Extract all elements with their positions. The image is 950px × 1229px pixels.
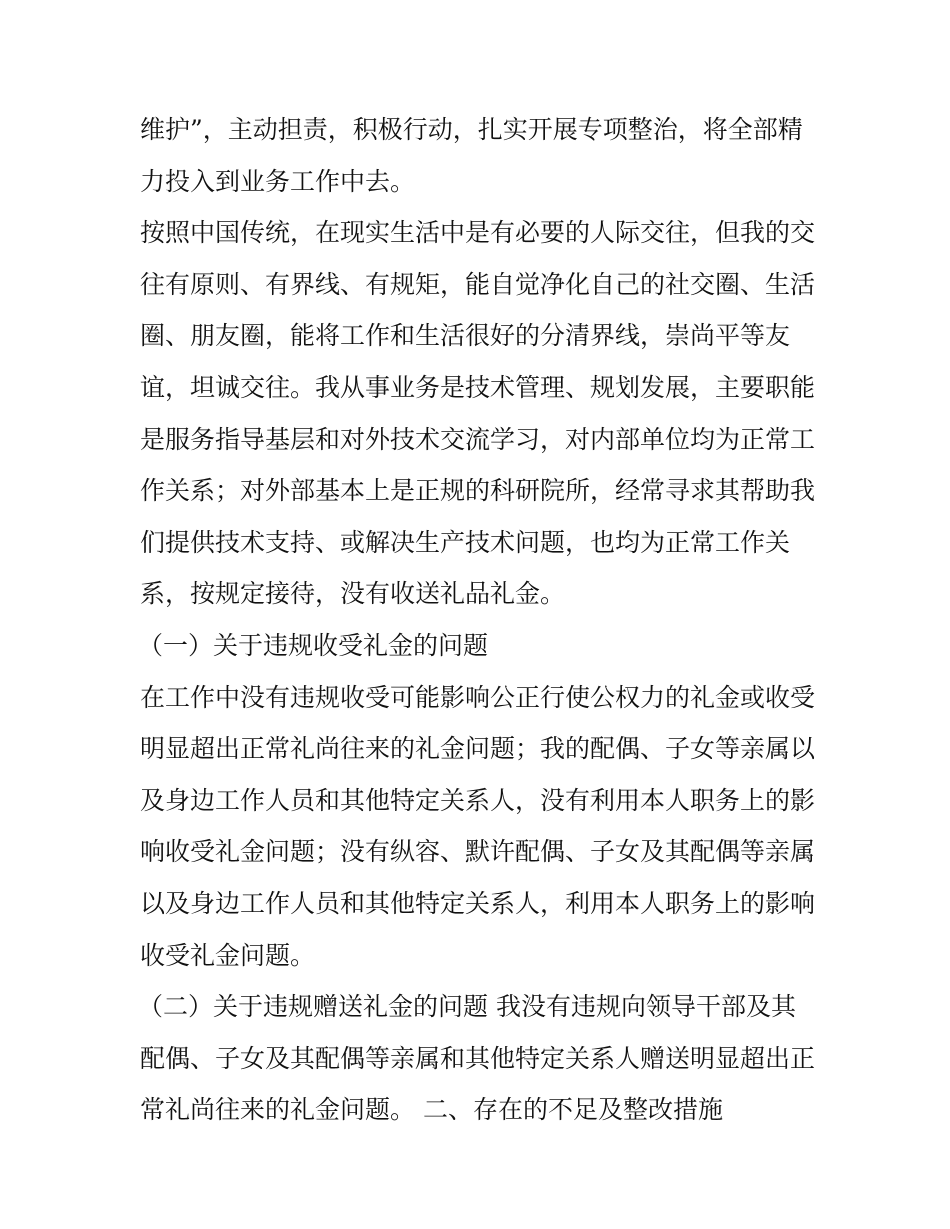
text-line: 谊，坦诚交往。我从事业务是技术管理、规划发展，主要职能 [140, 372, 816, 402]
text-line: 是服务指导基层和对外技术交流学习，对内部单位均为正常工 [140, 424, 816, 454]
text-line: 响收受礼金问题；没有纵容、默许配偶、子女及其配偶等亲属 [140, 837, 816, 867]
text-line: 力投入到业务工作中去。 [140, 166, 416, 196]
text-line: 往有原则、有界线、有规矩，能自觉净化自己的社交圈、生活 [140, 269, 816, 299]
text-line: 圈、朋友圈，能将工作和生活很好的分清界线，崇尚平等友 [140, 321, 791, 351]
text-line: 收受礼金问题。 [140, 940, 316, 970]
text-line: 作关系；对外部基本上是正规的科研院所，经常寻求其帮助我 [140, 476, 816, 506]
text-line: 们提供技术支持、或解决生产技术问题，也均为正常工作关 [140, 527, 791, 557]
section-heading: （一）关于违规收受礼金的问题 [138, 630, 489, 660]
text-line: 配偶、子女及其配偶等亲属和其他特定关系人赠送明显超出正 [140, 1043, 816, 1073]
text-line: 在工作中没有违规收受可能影响公正行使公权力的礼金或收受 [140, 682, 816, 712]
text-line: 系，按规定接待，没有收送礼品礼金。 [140, 579, 566, 609]
text-line: 明显超出正常礼尚往来的礼金问题；我的配偶、子女等亲属以 [140, 734, 816, 764]
text-line: 常礼尚往来的礼金问题。 二、存在的不足及整改措施 [140, 1095, 723, 1125]
text-line: 维护”，主动担责，积极行动，扎实开展专项整治，将全部精 [140, 115, 803, 144]
text-line: 以及身边工作人员和其他特定关系人，利用本人职务上的影响 [140, 888, 816, 918]
text-line: 按照中国传统，在现实生活中是有必要的人际交往，但我的交 [140, 218, 816, 248]
document-body [140, 104, 820, 1136]
text-line: 及身边工作人员和其他特定关系人，没有利用本人职务上的影 [140, 785, 816, 815]
section-heading: （二）关于违规赠送礼金的问题 我没有违规向领导干部及其 [138, 992, 796, 1022]
